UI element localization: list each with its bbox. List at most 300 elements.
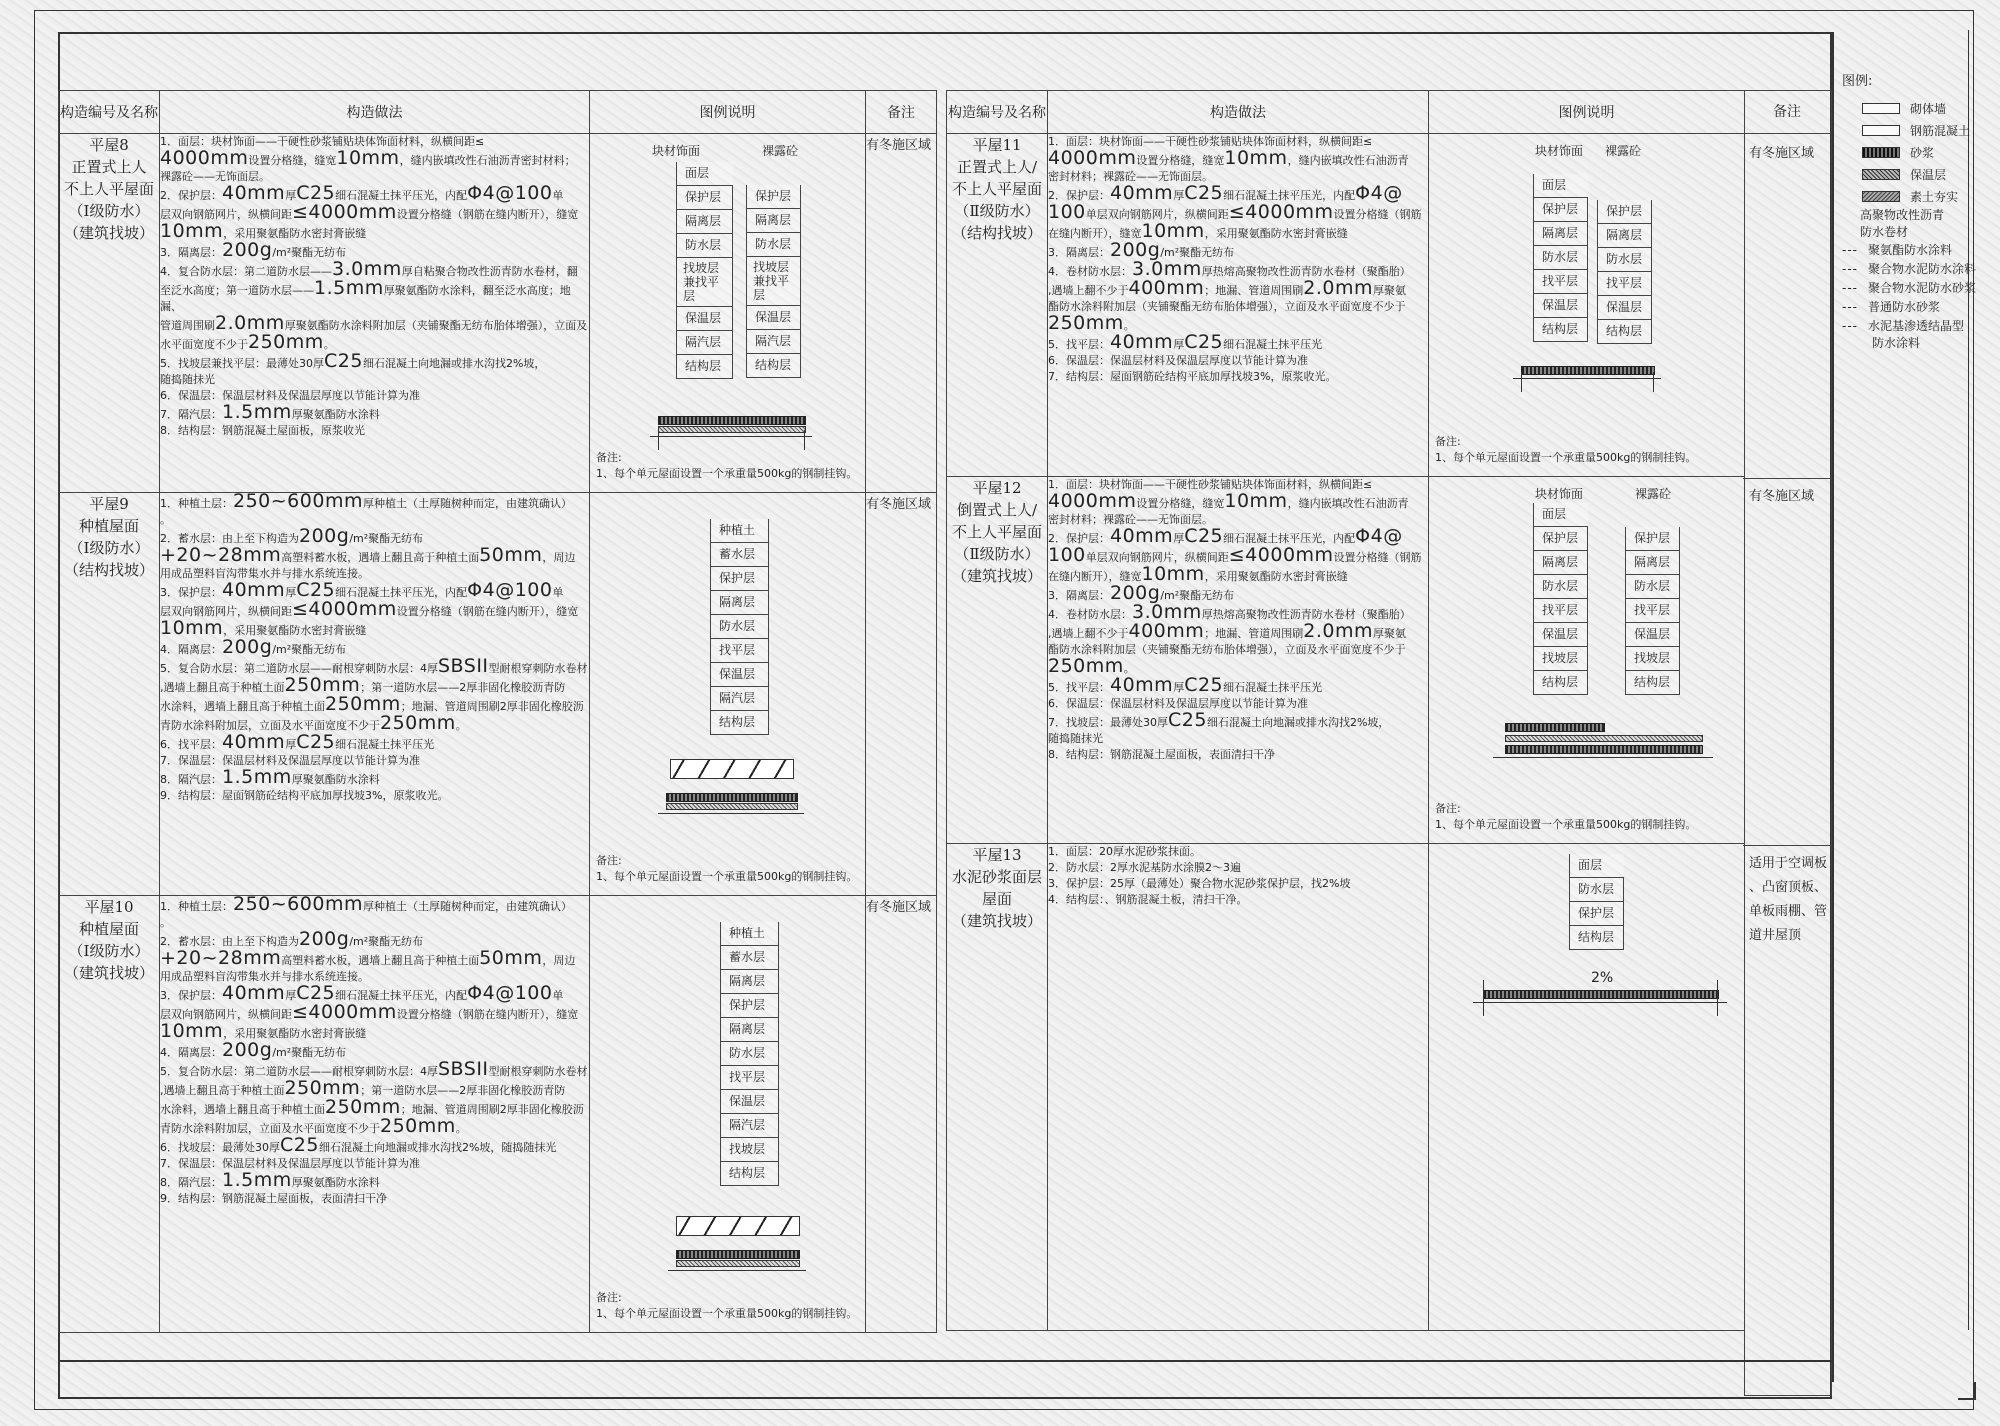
text-line: 250mm。 — [1048, 655, 1135, 677]
layer-label: 蓄水层 — [721, 946, 779, 970]
table-row — [947, 477, 1745, 844]
legend-line-item — [1842, 260, 1977, 279]
text-line: 5．复合防水层：第二道防水层——耐根穿刺防水层：4厚SBSII型耐根穿刺防水卷材 — [160, 1058, 588, 1080]
text-line: 5．找平层：40mm厚C25细石混凝土抹平压光 — [1048, 674, 1323, 696]
figure-cell — [1429, 134, 1745, 477]
text-line: （Ⅰ级防水） — [68, 942, 150, 960]
layer-label: 种植土 — [721, 922, 779, 946]
header-remark: 备注 — [1743, 91, 1831, 134]
layer-label: 保护层 — [721, 994, 779, 1018]
layer-label: 防水层 — [1626, 575, 1680, 599]
text-line: 用成品塑料盲沟带集水并与排水系统连接。 — [160, 567, 369, 580]
text-line: 6．找坡层：最薄处30厚C25细石混凝土向地漏或排水沟找2%坡，随捣随抹光 — [160, 1134, 557, 1156]
section-diagram — [590, 493, 865, 895]
legend-swatch — [1862, 169, 1900, 180]
legend-line-list — [1842, 241, 1977, 336]
fig-head-right: 裸露砼 — [1605, 144, 1642, 158]
text-line: 水泥砂浆面层 — [951, 868, 1042, 886]
layer-label: 结构层 — [1598, 320, 1652, 344]
text-line: 、凸窗顶板、 — [1749, 879, 1828, 895]
layer-stack-left — [1533, 503, 1588, 695]
layer-label: 找平层 — [1598, 272, 1652, 296]
layer-label: 保温层 — [677, 307, 733, 331]
text-line: 层双向钢筋网片，纵横间距≤4000mm设置分格缝（钢筋在缝内断开），缝宽 — [160, 598, 579, 620]
section-diagram — [590, 134, 865, 492]
layer-label: 找平层 — [1534, 270, 1588, 294]
header-legend-desc: 图例说明 — [1429, 91, 1745, 134]
text-line: 。 — [160, 916, 171, 929]
text-line: （建筑找坡） — [951, 912, 1042, 930]
base-line — [658, 813, 804, 814]
layer-label: 保护层 — [1534, 198, 1588, 222]
text-line: 4．复合防水层：第二道防水层——3.0mm厚自粘聚合物改性沥青防水卷材，翻 — [160, 258, 578, 280]
layer-label: 面层 — [1534, 503, 1588, 527]
legend-swatch-list — [1842, 97, 1972, 207]
layer-label: 隔汽层 — [721, 1114, 779, 1138]
text-line: 6．找平层：40mm厚C25细石混凝土抹平压光 — [160, 731, 435, 753]
layer-label: 保温层 — [747, 306, 801, 330]
text-line: （建筑找坡） — [951, 567, 1042, 585]
layer-label: 隔离层 — [1534, 222, 1588, 246]
slab-hatch — [666, 793, 798, 802]
text-line: 层双向钢筋网片，纵横间距≤4000mm设置分格缝（钢筋在缝内断开），缝宽 — [160, 201, 579, 223]
text-line: 9．结构层：钢筋混凝土屋面板，表面清扫干净 — [160, 1192, 387, 1205]
layer-label: 结构层 — [1626, 671, 1680, 695]
legend-label: 水泥基渗透结晶型 — [1868, 319, 1965, 333]
layer-label: 找坡层 — [1626, 647, 1680, 671]
text-line: 用成品塑料盲沟带集水并与排水系统连接。 — [160, 970, 369, 983]
dim-tick — [1483, 980, 1484, 1016]
text-line: 备注: — [596, 854, 622, 867]
figure-cell — [1429, 844, 1745, 1331]
table-row — [947, 134, 1745, 477]
figure-note — [1435, 434, 1696, 466]
text-line: 2．保护层：40mm厚C25细石混凝土抹平压光，内配Φ4@ — [1048, 525, 1403, 547]
layer-label: 隔离层 — [677, 210, 733, 234]
legend-swatch — [1862, 191, 1900, 202]
slab-insulation — [666, 803, 798, 810]
text-line: 水涂料，遇墙上翻且高于种植土面250mm；地漏、管道周围刷2厚非固化橡胶沥 — [160, 1096, 584, 1118]
text-line: 7．隔汽层：1.5mm厚聚氨酯防水涂料 — [160, 401, 380, 423]
layer-label: 结构层 — [1570, 926, 1624, 950]
text-line: （结构找坡） — [63, 561, 154, 579]
legend-line-item — [1842, 298, 1972, 317]
layer-stack-left — [676, 162, 733, 379]
legend-label: 素土夯实 — [1910, 189, 1959, 204]
figure-cell — [590, 493, 866, 896]
layer-label: 隔离层 — [1626, 551, 1680, 575]
layer-label: 保护层 — [1598, 200, 1652, 224]
text-line: （Ⅰ级防水） — [68, 539, 150, 557]
layer-label: 防水层 — [677, 234, 733, 258]
text-line: 1、每个单元屋面设置一个承重量500kg的钢制挂钩。 — [596, 870, 858, 883]
layer-label: 找平层 — [1626, 599, 1680, 623]
layer-label: 保温层 — [711, 663, 769, 687]
legend-separator — [1832, 32, 1834, 1382]
layer-label: 找坡层 — [1534, 647, 1588, 671]
text-line: 10mm，采用聚氨酯防水密封膏嵌缝 — [160, 1020, 367, 1042]
text-line: 不上人平屋面 — [951, 523, 1042, 541]
frame-bottom-line — [58, 1360, 1832, 1362]
section-diagram — [1429, 844, 1744, 1330]
legend-label: 钢筋混凝土 — [1910, 123, 1971, 138]
fig-head-right: 裸露砼 — [1635, 487, 1672, 501]
text-line: 随捣随抹光 — [160, 373, 215, 386]
section-diagram — [1429, 134, 1744, 476]
text-line: （结构找坡） — [951, 224, 1042, 242]
text-line: 4．隔离层：200g/m²聚酯无纺布 — [160, 1039, 347, 1061]
layer-label: 面层 — [1570, 854, 1624, 878]
layer-label: 隔汽层 — [747, 330, 801, 354]
legend-item — [1842, 97, 1972, 119]
figure-cell — [590, 134, 866, 493]
figure-cell — [590, 896, 866, 1333]
layer-label: 保护层 — [677, 186, 733, 210]
layer-label: 保温层 — [1626, 623, 1680, 647]
legend-item — [1842, 163, 1972, 185]
layer-label: 隔离层 — [711, 591, 769, 615]
row-name-cell — [947, 844, 1048, 1331]
text-line: 平屋12 — [972, 479, 1022, 497]
dash-line-icon: --- — [1842, 281, 1858, 295]
figure-cell — [1429, 477, 1745, 844]
table-header-row — [947, 91, 1745, 134]
layer-label: 找平层 — [721, 1066, 779, 1090]
text-line: 5．复合防水层：第二道防水层——耐根穿刺防水层：4厚SBSII型耐根穿刺防水卷材 — [160, 655, 588, 677]
text-line: 5．找平层：40mm厚C25细石混凝土抹平压光 — [1048, 331, 1323, 353]
text-line: （Ⅰ级防水） — [68, 202, 150, 220]
remark-cell: 有冬施区域 — [866, 896, 937, 1333]
legend-line-item — [1842, 241, 1972, 260]
text-line: 6．保温层：保温层材料及保温层厚度以节能计算为准 — [1048, 697, 1308, 710]
method-cell — [160, 134, 590, 493]
fig-head-left: 块材饰面 — [652, 144, 701, 158]
layer-label: 保护层 — [1534, 527, 1588, 551]
layer-label: 保护层 — [747, 185, 801, 209]
text-line: 不上人平屋面 — [951, 180, 1042, 198]
text-line: 1、每个单元屋面设置一个承重量500kg的钢制挂钩。 — [596, 1307, 858, 1320]
text-line: 酯防水涂料附加层（夹铺聚酯无纺布胎体增强），立面及水平面宽度不少于 — [1048, 300, 1406, 313]
legend-item — [1842, 141, 1972, 163]
text-line: 5．找坡层兼找平层：最薄处30厚C25细石混凝土向地漏或排水沟找2%坡， — [160, 350, 546, 372]
method-cell — [1048, 477, 1429, 844]
text-line: 1、每个单元屋面设置一个承重量500kg的钢制挂钩。 — [1435, 451, 1697, 464]
header-code: 构造编号及名称 — [947, 91, 1048, 134]
slope-label: 2% — [1591, 970, 1614, 986]
layer-label: 保温层 — [1534, 294, 1588, 318]
remark-cell: 有冬施区域 — [1749, 488, 1815, 504]
legend-label: 聚氨酯防水涂料 — [1868, 243, 1953, 257]
text-line: 6．保温层：保温层材料及保温层厚度以节能计算为准 — [160, 389, 420, 402]
base-line — [668, 1270, 806, 1271]
layer-label: 保温层 — [1534, 623, 1588, 647]
text-line: 在缝内断开），缝宽10mm，采用聚氨酯防水密封膏嵌缝 — [1048, 563, 1348, 585]
header-code: 构造编号及名称 — [59, 91, 160, 134]
text-line: 1、每个单元屋面设置一个承重量500kg的钢制挂钩。 — [596, 467, 858, 480]
row-name-cell — [59, 493, 160, 896]
row-name-cell — [947, 134, 1048, 477]
text-line: 随捣随抹光 — [1048, 732, 1103, 745]
header-method: 构造做法 — [160, 91, 590, 134]
text-line: 8．结构层：钢筋混凝土屋面板，原浆收光 — [160, 424, 365, 437]
text-line: 4．隔离层：200g/m²聚酯无纺布 — [160, 636, 347, 658]
layer-stack-right — [1597, 200, 1652, 344]
layer-label: 隔离层 — [747, 209, 801, 233]
text-line: 不上人平屋面 — [63, 180, 154, 198]
layer-label: 隔离层 — [1598, 224, 1652, 248]
soil-hatch — [676, 1216, 800, 1236]
layer-label: 结构层 — [747, 354, 801, 378]
legend-panel — [1842, 70, 1977, 351]
text-line: 水平面宽度不少于250mm。 — [160, 331, 335, 353]
text-line: 种植屋面 — [78, 517, 139, 535]
text-line: 6．保温层：保温层材料及保温层厚度以节能计算为准 — [1048, 354, 1308, 367]
header-legend-desc: 图例说明 — [590, 91, 866, 134]
slab-hatch — [658, 416, 806, 425]
fig-head-left: 块材饰面 — [1535, 487, 1584, 501]
slab-hatch — [1505, 723, 1605, 732]
layer-stack-right — [746, 185, 801, 378]
text-line: 4000mm设置分格缝，缝宽10mm，缝内嵌填改性石油沥青密封材料； — [160, 147, 576, 169]
text-line: 高聚物改性沥青 — [1860, 208, 1945, 222]
table-row — [947, 844, 1745, 1331]
layer-label: 结构层 — [721, 1162, 779, 1186]
text-line: 4．结构层：、钢筋混凝土板，清扫干净。 — [1048, 893, 1248, 906]
slab-hatch — [676, 1250, 800, 1259]
text-line: 2．保护层：40mm厚C25细石混凝土抹平压光，内配Φ4@ — [1048, 182, 1403, 204]
text-line: 1．面层：20厚水泥砂浆抹面。 — [1048, 845, 1201, 858]
table-row — [59, 896, 937, 1333]
header-remark: 备注 — [866, 91, 937, 134]
text-line: ,遇墙上翻且高于种植土面250mm；第一道防水层——2厚非固化橡胶沥青防 — [160, 674, 566, 696]
slab-insulation — [1505, 735, 1703, 742]
text-line: 4000mm设置分格缝，缝宽10mm，缝内嵌填改性石油沥青 — [1048, 490, 1409, 512]
text-line: 1．种植土层：250~600mm厚种植土（土厚随树种而定，由建筑确认） — [160, 490, 572, 512]
text-line: 裸露砼——无饰面层。 — [160, 170, 270, 183]
slab-hatch — [1505, 745, 1703, 754]
section-diagram — [590, 896, 865, 1332]
layer-label: 隔离层 — [1534, 551, 1588, 575]
legend-item — [1842, 185, 1972, 207]
layer-stack — [720, 922, 779, 1186]
text-line: 1．面层：块材饰面——干硬性砂浆铺贴块体饰面材料，纵横间距≤ — [160, 135, 485, 148]
text-line: 2．防水层：2厚水泥基防水涂膜2～3遍 — [1048, 861, 1241, 874]
text-line: 7．结构层：屋面钢筋砼结构平底加厚找坡3%，原浆收光。 — [1048, 370, 1337, 383]
fig-head-left: 块材饰面 — [1535, 144, 1584, 158]
layer-label: 防水层 — [1534, 246, 1588, 270]
text-line: 7．保温层：保温层材料及保温层厚度以节能计算为准 — [160, 754, 420, 767]
dim-tick — [658, 430, 659, 450]
row-name-cell — [947, 477, 1048, 844]
slab-hatch — [1483, 990, 1719, 999]
text-line: 1、每个单元屋面设置一个承重量500kg的钢制挂钩。 — [1435, 818, 1697, 831]
text-line: 3．保护层：40mm厚C25细石混凝土抹平压光，内配Φ4@100单 — [160, 982, 564, 1004]
text-line: 酯防水涂料附加层（夹铺聚酯无纺布胎体增强），立面及水平面宽度不少于 — [1048, 643, 1406, 656]
text-line: 9．结构层：屋面钢筋砼结构平底加厚找坡3%，原浆收光。 — [160, 789, 449, 802]
layer-label: 防水层 — [711, 615, 769, 639]
table-row — [59, 493, 937, 896]
text-line: 2．蓄水层：由上至下构造为200g/m²聚酯无纺布 — [160, 928, 424, 950]
base-line — [1513, 378, 1661, 379]
text-line: 种植屋面 — [78, 920, 139, 938]
text-line: 密封材料；裸露砼——无饰面层。 — [1048, 513, 1213, 526]
legend-item — [1842, 119, 1972, 141]
text-line: 青防水涂料附加层，立面及水平面宽度不少于250mm。 — [160, 712, 467, 734]
layer-label: 找坡层 — [721, 1138, 779, 1162]
figure-note — [596, 1290, 857, 1322]
legend-label: 聚合物水泥防水砂浆 — [1868, 281, 1977, 295]
base-line — [1493, 757, 1713, 758]
soil-hatch — [670, 759, 794, 779]
dash-line-icon: --- — [1842, 300, 1858, 314]
layer-label: 保护层 — [1626, 527, 1680, 551]
layer-label: 蓄水层 — [711, 543, 769, 567]
text-line: 密封材料；裸露砼——无饰面层。 — [1048, 170, 1213, 183]
figure-note — [596, 450, 857, 482]
text-line: 7．找坡层：最薄处30厚C25细石混凝土向地漏或排水沟找2%坡， — [1048, 709, 1390, 731]
text-line: 8．隔汽层：1.5mm厚聚氨酯防水涂料 — [160, 1169, 380, 1191]
text-line: （建筑找坡） — [63, 224, 154, 242]
text-line: 在缝内断开），缝宽10mm，采用聚氨酯防水密封膏嵌缝 — [1048, 220, 1348, 242]
layer-label: 种植土 — [711, 519, 769, 543]
layer-label: 隔离层 — [721, 1018, 779, 1042]
layer-label: 结构层 — [1534, 318, 1588, 342]
left-construction-table — [58, 90, 937, 1333]
text-line: 3．保护层：25厚（最薄处）聚合物水泥砂浆保护层，找2%坡 — [1048, 877, 1351, 890]
remark-cell: 有冬施区域 — [866, 134, 937, 493]
slab-insulation — [676, 1260, 800, 1267]
text-line: 。 — [160, 513, 171, 526]
layer-label: 隔汽层 — [677, 331, 733, 355]
text-line: 平屋9 — [89, 495, 129, 513]
text-line: 倒置式上人/ — [956, 501, 1038, 519]
remark-divider — [1744, 132, 1745, 1396]
layer-label: 找平层 — [711, 639, 769, 663]
layer-label: 防水层 — [747, 233, 801, 257]
legend-swatch — [1862, 147, 1900, 158]
legend-swatch — [1862, 125, 1900, 136]
text-line: 3．隔离层：200g/m²聚酯无纺布 — [160, 239, 347, 261]
legend-label: 砌体墙 — [1910, 101, 1947, 116]
method-cell — [1048, 134, 1429, 477]
text-line: 适用于空调板 — [1749, 855, 1828, 871]
dim-tick — [1653, 372, 1654, 392]
text-line: 100单层双向钢筋网片，纵横间距≤4000mm设置分格缝（钢筋 — [1048, 544, 1422, 566]
text-line: （Ⅱ级防水） — [954, 202, 1040, 220]
text-line: 青防水涂料附加层，立面及水平面宽度不少于250mm。 — [160, 1115, 467, 1137]
layer-label: 保温层 — [721, 1090, 779, 1114]
remark-cell: 有冬施区域 — [866, 493, 937, 896]
table-row — [59, 134, 937, 493]
legend-title: 图例: — [1842, 74, 1873, 89]
remark-cell: 有冬施区域 — [1749, 145, 1815, 161]
method-cell — [1048, 844, 1429, 1331]
legend-line-item — [1842, 279, 1977, 298]
text-line: （Ⅱ级防水） — [954, 545, 1040, 563]
dim-tick — [1717, 980, 1718, 1016]
base-line — [650, 436, 812, 437]
text-line: 平屋13 — [972, 846, 1022, 864]
text-line: 2．保护层：40mm厚C25细石混凝土抹平压光，内配Φ4@100单 — [160, 182, 564, 204]
text-line: 1．种植土层：250~600mm厚种植土（土厚随树种而定，由建筑确认） — [160, 893, 572, 915]
layer-label: 保护层 — [1570, 902, 1624, 926]
text-line: 平屋8 — [89, 136, 129, 154]
right-construction-table — [946, 90, 1828, 1331]
layer-label: 保护层 — [711, 567, 769, 591]
dim-tick — [804, 430, 805, 450]
layer-label: 隔汽层 — [711, 687, 769, 711]
text-line: 250mm。 — [1048, 312, 1135, 334]
legend-dash-tail: 防水涂料 — [1872, 336, 1921, 350]
method-cell — [160, 893, 590, 1333]
text-line: 3．隔离层：200g/m²聚酯无纺布 — [1048, 582, 1235, 604]
text-line: 10mm，采用聚氨酯防水密封膏嵌缝 — [160, 220, 367, 242]
text-line: ,遇墙上翻且高于种植土面250mm；第一道防水层——2厚非固化橡胶沥青防 — [160, 1077, 566, 1099]
text-line: 单板雨棚、管 — [1749, 903, 1828, 919]
text-line: 4．卷材防水层：3.0mm厚热熔高聚物改性沥青防水卷材（聚酯胎） — [1048, 258, 1411, 280]
text-line: 层双向钢筋网片，纵横间距≤4000mm设置分格缝（钢筋在缝内断开），缝宽 — [160, 1001, 579, 1023]
text-line: 10mm，采用聚氨酯防水密封膏嵌缝 — [160, 617, 367, 639]
layer-label: 保温层 — [1598, 296, 1652, 320]
text-line: ,遇墙上翻不少于400mm；地漏、管道周围刷2.0mm厚聚氨 — [1048, 620, 1407, 642]
text-line: 防水卷材 — [1860, 225, 1909, 239]
layer-label: 找平层 — [1534, 599, 1588, 623]
legend-membrane-label — [1842, 207, 1972, 241]
text-line: 3．保护层：40mm厚C25细石混凝土抹平压光，内配Φ4@100单 — [160, 579, 564, 601]
layer-label: 防水层 — [1570, 878, 1624, 902]
legend-label: 聚合物水泥防水涂料 — [1868, 262, 1977, 276]
layer-stack — [1569, 854, 1624, 950]
text-line: 正置式上人 — [71, 158, 147, 176]
slab-hatch — [1521, 366, 1655, 375]
legend-swatch — [1862, 103, 1900, 114]
corner-mark — [1958, 1382, 1976, 1400]
layer-stack-left — [1533, 174, 1588, 342]
text-line: 8．结构层：钢筋混凝土屋面板，表面清扫干净 — [1048, 748, 1275, 761]
layer-label: 结构层 — [677, 355, 733, 379]
method-cell — [160, 490, 590, 896]
text-line: 备注: — [596, 1291, 622, 1304]
figure-note — [1435, 801, 1696, 833]
layer-stack-right — [1625, 527, 1680, 695]
dash-line-icon: --- — [1842, 243, 1858, 257]
text-line: 水涂料，遇墙上翻且高于种植土面250mm；地漏、管道周围刷2厚非固化橡胶沥 — [160, 693, 584, 715]
text-line: 3．隔离层：200g/m²聚酯无纺布 — [1048, 239, 1235, 261]
layer-label: 面层 — [677, 162, 733, 186]
text-line: 备注: — [596, 451, 622, 464]
text-line: 管道周围刷2.0mm厚聚氨酯防水涂料附加层（夹铺聚酯无纺布胎体增强），立面及 — [160, 312, 588, 334]
section-diagram — [1429, 477, 1744, 843]
fig-head-right: 裸露砼 — [762, 144, 799, 158]
layer-label: 防水层 — [1534, 575, 1588, 599]
base-line — [1473, 1002, 1727, 1003]
layer-label: 隔离层 — [721, 970, 779, 994]
row-name-cell — [59, 896, 160, 1333]
text-line: 100单层双向钢筋网片，纵横间距≤4000mm设置分格缝（钢筋 — [1048, 201, 1422, 223]
layer-stack — [710, 519, 769, 735]
text-line: 备注: — [1435, 435, 1461, 448]
layer-label: 结构层 — [1534, 671, 1588, 695]
legend-label: 保温层 — [1910, 167, 1947, 182]
slab-insulation — [658, 426, 806, 433]
legend-label: 普通防水砂浆 — [1868, 300, 1941, 314]
text-line: ,遇墙上翻不少于400mm；地漏、管道周围刷2.0mm厚聚氨 — [1048, 277, 1407, 299]
text-line: 8．隔汽层：1.5mm厚聚氨酯防水涂料 — [160, 766, 380, 788]
dash-line-icon: --- — [1842, 319, 1858, 333]
header-method: 构造做法 — [1048, 91, 1429, 134]
text-line: 至泛水高度；第一道防水层——1.5mm厚聚氨酯防水涂料，翻至泛水高度；地漏、 — [160, 277, 571, 313]
text-line: （建筑找坡） — [63, 964, 154, 982]
